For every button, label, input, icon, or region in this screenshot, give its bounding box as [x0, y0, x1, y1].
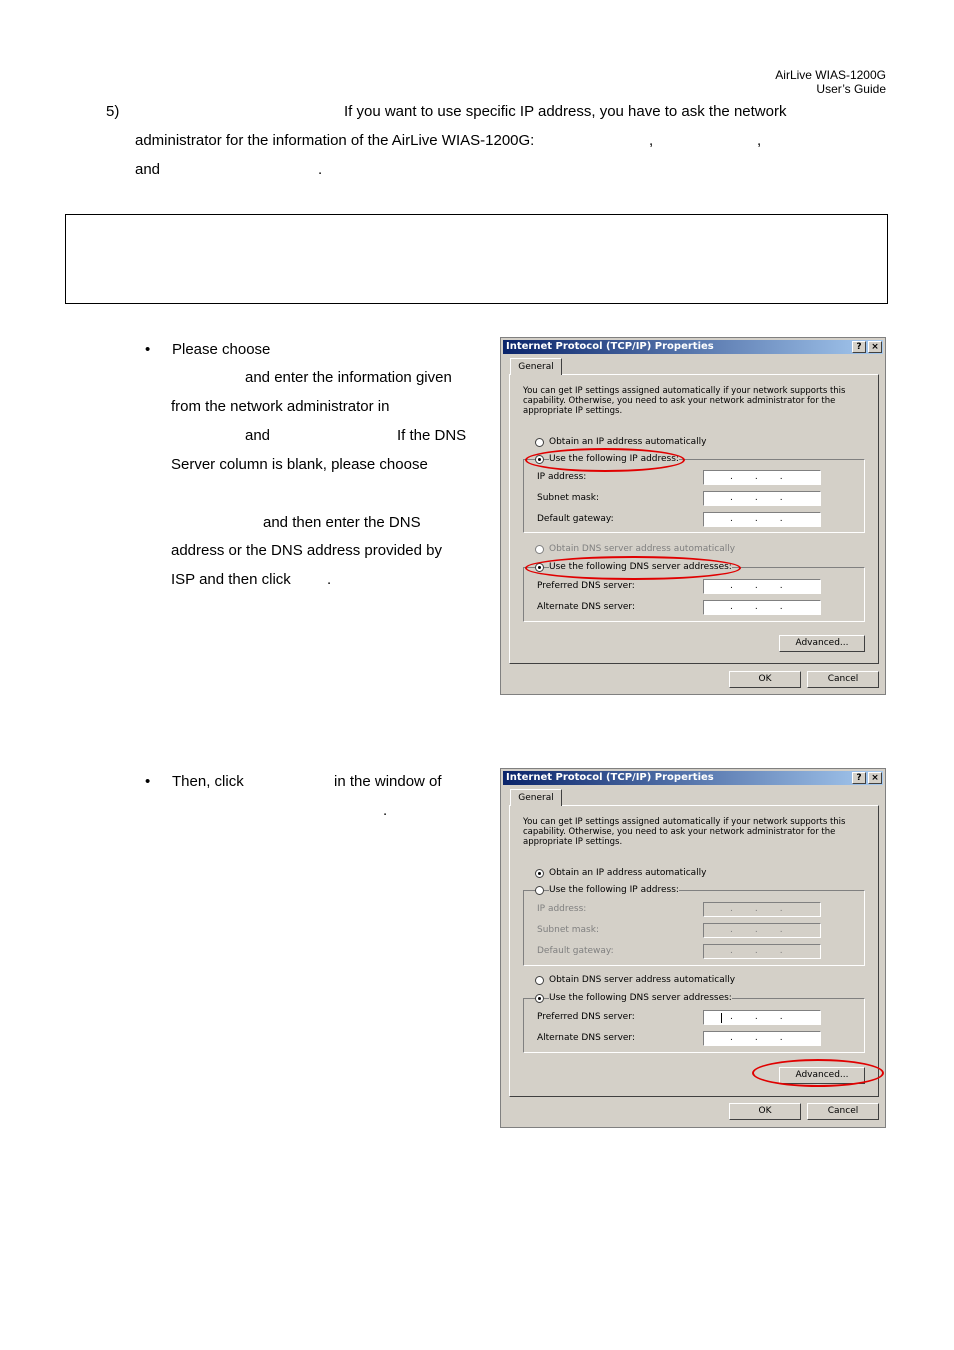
obtain-dns-radio[interactable] [535, 976, 544, 985]
bullet1-line5: Server column is blank, please choose [171, 456, 428, 473]
obtain-ip-radio[interactable] [535, 438, 544, 447]
advanced-button[interactable]: Advanced... [779, 635, 865, 652]
ip-address-label: IP address: [537, 904, 587, 914]
ip-address-label: IP address: [537, 472, 587, 482]
alt-dns-input[interactable]: ... [703, 600, 821, 615]
close-button[interactable]: × [868, 772, 882, 784]
obtain-ip-radio[interactable] [535, 869, 544, 878]
gateway-input[interactable]: ... [703, 944, 821, 959]
header-product: AirLive WIAS-1200G [775, 68, 886, 82]
use-ip-radio[interactable] [535, 886, 544, 895]
highlight-oval [525, 556, 741, 580]
pref-dns-label: Preferred DNS server: [537, 581, 635, 591]
bullet1-line8: address or the DNS address provided by [171, 542, 442, 559]
use-ip-label: Use the following IP address: [549, 885, 679, 895]
bullet1-line9a: ISP and then click [171, 571, 291, 588]
help-button[interactable]: ? [852, 772, 866, 784]
use-dns-label: Use the following DNS server addresses: [549, 993, 732, 1003]
subnet-label: Subnet mask: [537, 925, 599, 935]
use-dns-label: Use the following DNS server addresses: [549, 562, 732, 572]
note-box [65, 214, 888, 304]
obtain-ip-label: Obtain an IP address automatically [549, 437, 707, 447]
dialog-description: You can get IP settings assigned automatically if your network supports this capability. Otherwise, you need to ask your network administrator for the appropriate IP settings. [523, 386, 846, 416]
obtain-ip-label: Obtain an IP address automatically [549, 868, 707, 878]
pref-dns-label: Preferred DNS server: [537, 1012, 635, 1022]
tab-general[interactable]: General [510, 789, 562, 806]
subnet-input[interactable]: ... [703, 491, 821, 506]
highlight-oval [752, 1059, 884, 1087]
step5-line3: and [135, 161, 161, 178]
gateway-label: Default gateway: [537, 946, 614, 956]
use-dns-radio[interactable] [535, 994, 544, 1003]
step5-comma2: , [757, 132, 762, 149]
dialog-description: You can get IP settings assigned automatically if your network supports this capability. Otherwise, you need to ask your network administrator for the appropriate IP settings. [523, 817, 846, 847]
header-guide: User’s Guide [816, 82, 886, 96]
bullet1-line2: and enter the information given [245, 369, 452, 386]
pref-dns-input[interactable]: ... [703, 579, 821, 594]
ok-button[interactable]: OK [729, 1103, 801, 1120]
ok-button[interactable]: OK [729, 671, 801, 688]
alt-dns-input[interactable]: ... [703, 1031, 821, 1046]
bullet-marker: • [145, 773, 151, 790]
bullet1-line7: and then enter the DNS [263, 514, 421, 531]
dialog-title: Internet Protocol (TCP/IP) Properties [503, 771, 883, 785]
pref-dns-input[interactable]: ... [703, 1010, 821, 1025]
gateway-label: Default gateway: [537, 514, 614, 524]
cancel-button[interactable]: Cancel [807, 1103, 879, 1120]
obtain-dns-label: Obtain DNS server address automatically [549, 975, 736, 985]
bullet-marker: • [145, 341, 151, 358]
use-ip-label: Use the following IP address: [549, 454, 679, 464]
text-cursor [721, 1013, 722, 1023]
step5-comma1: , [649, 132, 654, 149]
step5-period: . [318, 161, 323, 178]
ip-address-input[interactable]: ... [703, 902, 821, 917]
bullet1-line1: Please choose [172, 341, 271, 358]
advanced-button[interactable]: Advanced... [779, 1067, 865, 1084]
obtain-dns-radio[interactable] [535, 545, 544, 554]
bullet1-line4b: If the DNS [397, 427, 467, 444]
help-button[interactable]: ? [852, 341, 866, 353]
tcpip-dialog-manual [500, 337, 886, 695]
gateway-input[interactable]: ... [703, 512, 821, 527]
obtain-dns-label: Obtain DNS server address automatically [549, 544, 736, 554]
alt-dns-label: Alternate DNS server: [537, 602, 636, 612]
subnet-label: Subnet mask: [537, 493, 599, 503]
ip-address-input[interactable]: ... [703, 470, 821, 485]
bullet2-line2: . [383, 802, 388, 819]
tab-general[interactable]: General [510, 358, 562, 375]
bullet1-line4a: and [245, 427, 271, 444]
alt-dns-label: Alternate DNS server: [537, 1033, 636, 1043]
bullet1-line3: from the network administrator in [171, 398, 390, 415]
subnet-input[interactable]: ... [703, 923, 821, 938]
step5-line2: administrator for the information of the AirLive WIAS-1200G: [135, 132, 535, 149]
step5-line1: If you want to use specific IP address, you have to ask the network [344, 103, 787, 120]
bullet2-line1a: Then, click [172, 773, 244, 790]
cancel-button[interactable]: Cancel [807, 671, 879, 688]
dialog-title: Internet Protocol (TCP/IP) Properties [503, 340, 883, 354]
bullet1-line9b: . [327, 571, 332, 588]
close-button[interactable]: × [868, 341, 882, 353]
step-number: 5) [106, 103, 120, 120]
tcpip-dialog-advanced [500, 768, 886, 1128]
bullet2-line1b: in the window of [334, 773, 442, 790]
highlight-oval [525, 448, 685, 472]
